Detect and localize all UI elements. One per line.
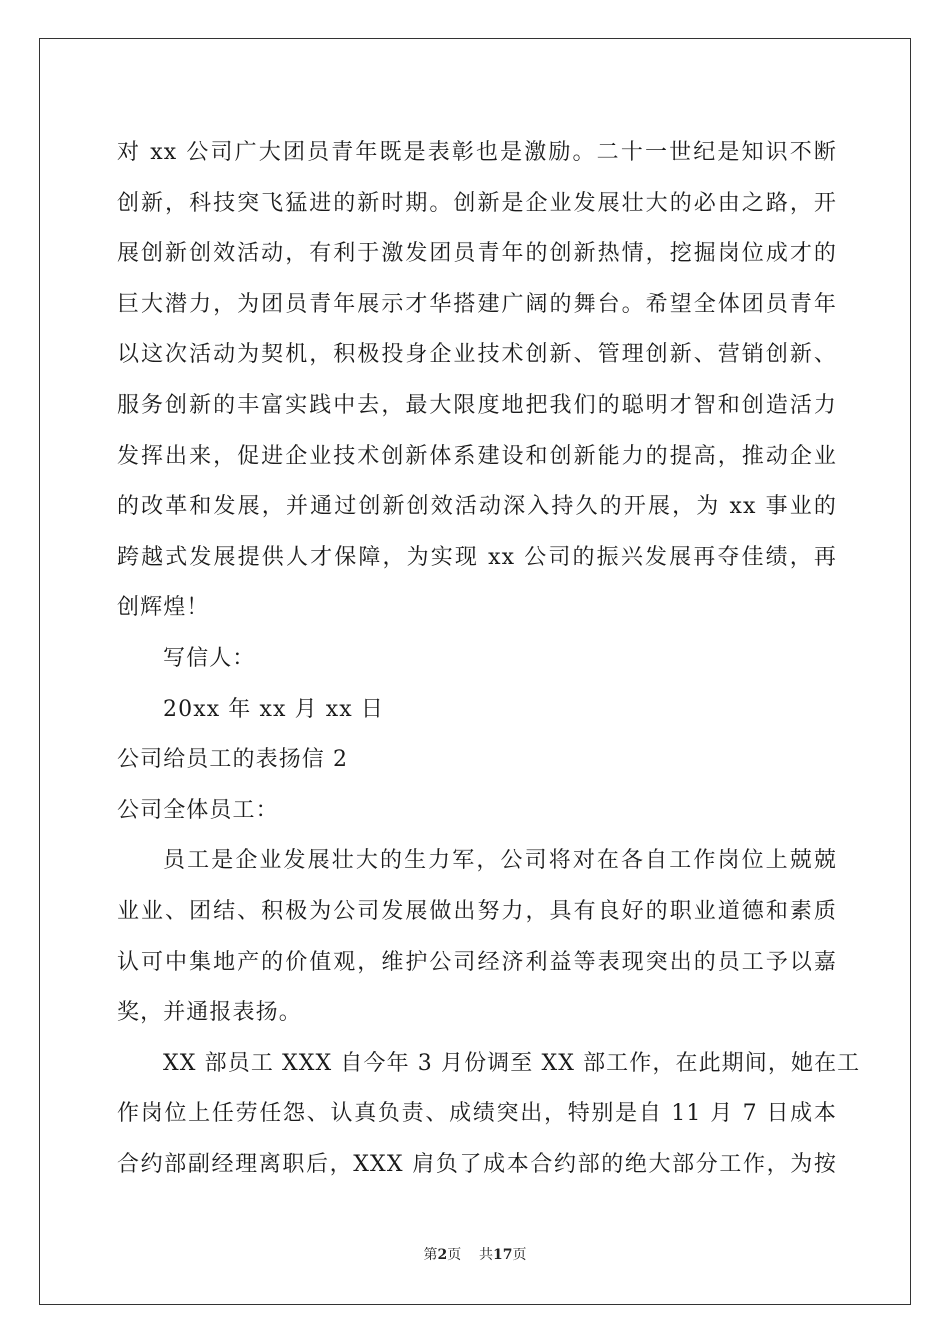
body-line: 发挥出来，促进企业技术创新体系建设和创新能力的提高，推动企业 bbox=[117, 443, 837, 469]
body-line: 创新，科技突飞猛进的新时期。创新是企业发展壮大的必由之路，开 bbox=[117, 190, 837, 216]
page-footer bbox=[0, 1244, 950, 1264]
page-total-number: 17 bbox=[493, 1247, 513, 1263]
body-line: 的改革和发展，并通过创新创效活动深入持久的开展，为 xx 事业的 bbox=[117, 494, 837, 520]
letter-date: 20xx 年 xx 月 xx 日 bbox=[163, 696, 385, 722]
letter-salutation: 公司全体员工： bbox=[117, 797, 279, 823]
body-line: 展创新创效活动，有利于激发团员青年的创新热情，挖掘岗位成才的 bbox=[117, 241, 837, 267]
body-line: 创辉煌！ bbox=[117, 595, 210, 621]
body-line: 作岗位上任劳任怨、认真负责、成绩突出，特别是自 11 月 7 日成本 bbox=[117, 1101, 837, 1127]
body-line: XX 部员工 XXX 自今年 3 月份调至 XX 部工作，在此期间，她在工 bbox=[163, 1050, 861, 1076]
body-line: 服务创新的丰富实践中去，最大限度地把我们的聪明才智和创造活力 bbox=[117, 392, 837, 418]
signature-label: 写信人： bbox=[163, 645, 256, 671]
body-line: 合约部副经理离职后，XXX 肩负了成本合约部的绝大部分工作，为按 bbox=[117, 1151, 837, 1177]
page-current-number: 2 bbox=[437, 1247, 448, 1263]
letter-title: 公司给员工的表扬信 2 bbox=[117, 747, 349, 773]
body-line: 认可中集地产的价值观，维护公司经济利益等表现突出的员工予以嘉 bbox=[117, 949, 837, 975]
body-line: 巨大潜力，为团员青年展示才华搭建广阔的舞台。希望全体团员青年 bbox=[117, 291, 837, 317]
page-mid: 页 共 bbox=[447, 1247, 494, 1263]
body-line: 跨越式发展提供人才保障，为实现 xx 公司的振兴发展再夺佳绩，再 bbox=[117, 544, 837, 570]
body-line: 奖，并通报表扬。 bbox=[117, 1000, 302, 1026]
document-body bbox=[117, 128, 861, 1190]
body-line: 对 xx 公司广大团员青年既是表彰也是激励。二十一世纪是知识不断 bbox=[117, 140, 837, 165]
body-line: 员工是企业发展壮大的生力军，公司将对在各自工作岗位上兢兢 bbox=[163, 848, 837, 874]
body-line: 以这次活动为契机，积极投身企业技术创新、管理创新、营销创新、 bbox=[117, 342, 837, 368]
page-prefix: 第 bbox=[423, 1247, 438, 1263]
body-line: 业业、团结、积极为公司发展做出努力，具有良好的职业道德和素质 bbox=[117, 898, 837, 924]
page-suffix: 页 bbox=[512, 1247, 527, 1263]
